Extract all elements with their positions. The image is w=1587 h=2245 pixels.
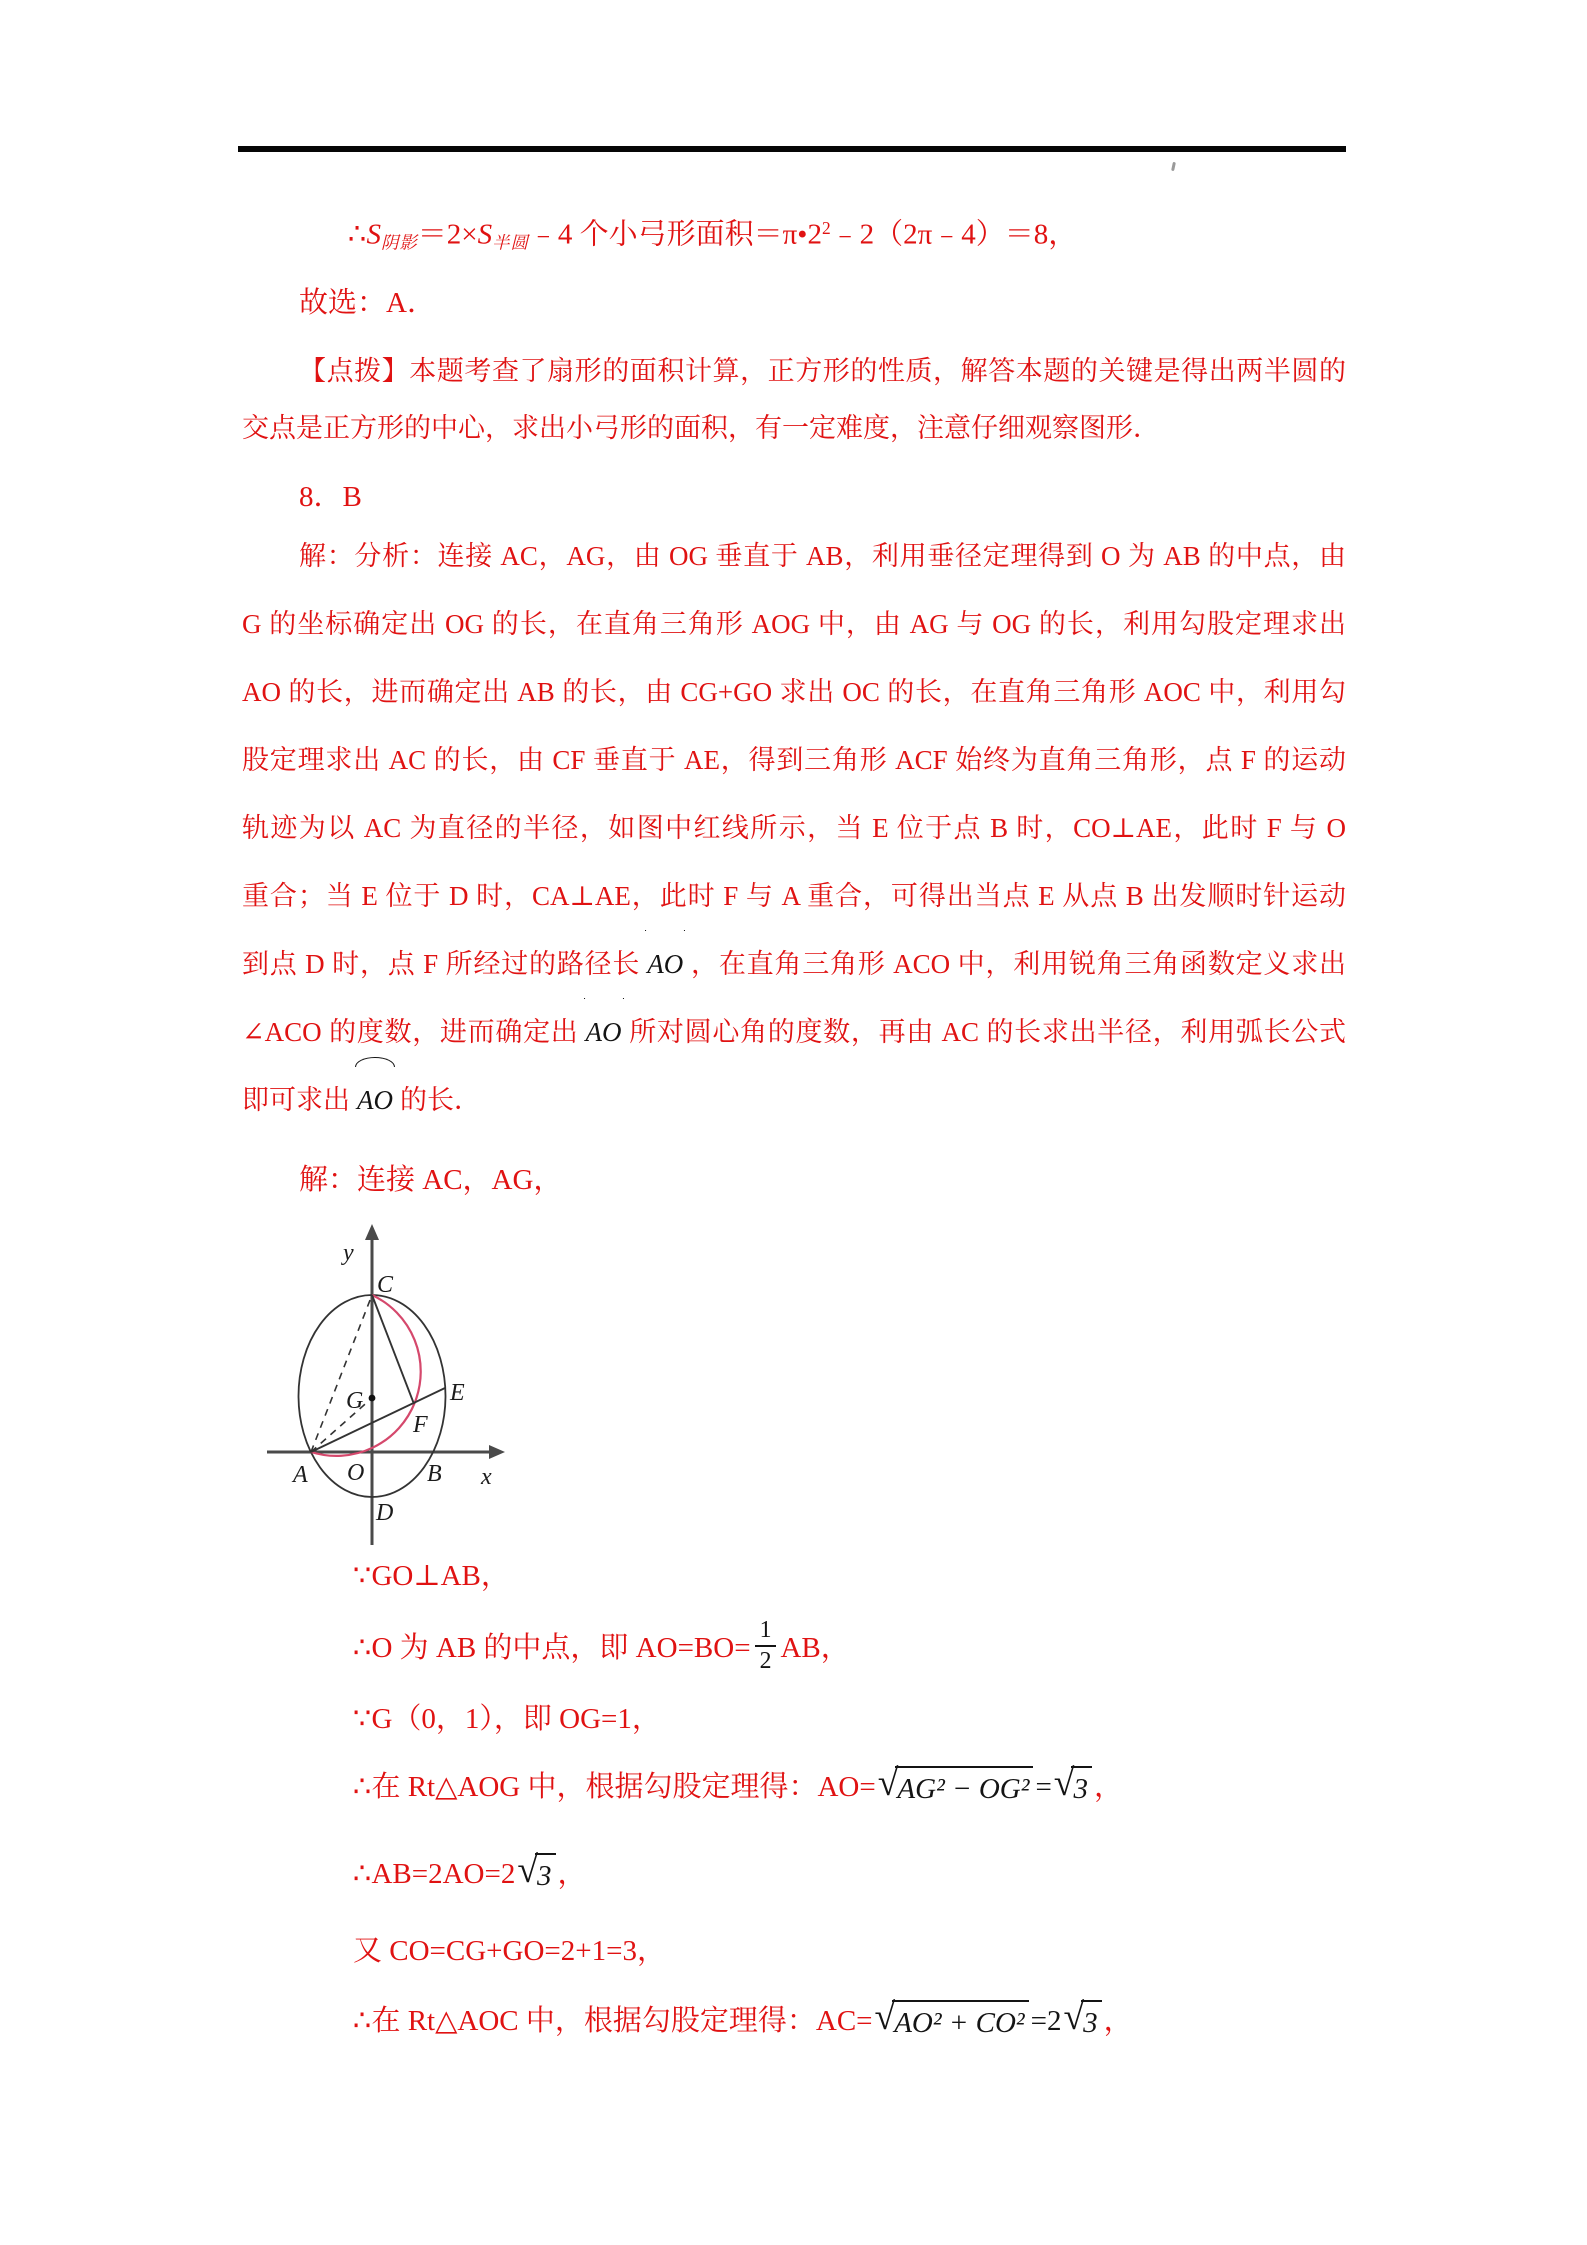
analysis-line-9: 即可求出 AO 的长．: [242, 1066, 1346, 1134]
top-rule: [238, 146, 1346, 152]
formula-shaded-area: ∴S阴影＝2×S半圆﹣4 个小弓形面积$=\pi•2^2﹣2(2\pi﹣4)=8$，: [348, 218, 1078, 253]
label-point-o: O: [347, 1460, 365, 1486]
label-point-b: B: [427, 1461, 442, 1487]
y-axis-arrow-icon: [365, 1224, 379, 1240]
scan-speck: [1171, 162, 1176, 171]
tip-line-2: 交点是正方形的中心，求出小弓形的面积，有一定难度，注意仔细观察图形．: [242, 413, 1160, 443]
analysis-line-7: 到点 D 时，点 F 所经过的路径长 AO ，在直角三角形 ACO 中，利用锐角三角函数定义求出: [242, 930, 1346, 998]
tip-paragraph: [242, 343, 1346, 457]
red-arc: [311, 1295, 421, 1456]
analysis-line-5: 轨迹为以 AC 为直径的半径，如图中红线所示，当 E 位于点 B 时，CO⊥AE，此时 F 与 O: [242, 813, 1346, 843]
proof-line-ab-2ao: ∴AB=2AO=2√3 ，: [353, 1853, 587, 1896]
proof-line-rt-aoc: ∴在 Rt△AOC 中，根据勾股定理得：AC=√AO² + CO² =2√3 ，: [353, 2000, 1133, 2043]
analysis-line-2: G 的坐标确定出 OG 的长，在直角三角形 AOG 中，由 AG 与 OG 的长，利用勾股定理求出: [242, 609, 1346, 639]
analysis-line-3: AO 的长，进而确定出 AB 的长，由 CG+GO 求出 OC 的长，在直角三角形 AOC 中，利用勾: [242, 677, 1346, 707]
proof-line-rt-aog: ∴在 Rt△AOG 中，根据勾股定理得：AO=√AG² − OG² =√3 ，: [353, 1766, 1123, 1809]
geometry-figure: [253, 1212, 509, 1557]
tip-line-1: 【点拨】本题考查了扇形的面积计算，正方形的性质，解答本题的关键是得出两半圆的: [299, 356, 1346, 386]
proof-line-go-perp-ab: ∵GO⊥AB，: [353, 1560, 510, 1592]
solution-connect-line: 解：连接 AC，AG，: [299, 1164, 563, 1196]
line-cf: [372, 1295, 414, 1404]
analysis-line-1: 解：分析：连接 AC，AG，由 OG 垂直于 AB，利用垂径定理得到 O 为 AB 的中点，由: [299, 541, 1346, 571]
analysis-line-8: ∠ACO 的度数，进而确定出 AO 所对圆心角的度数，再由 AC 的长求出半径，利用弧长公式: [242, 998, 1346, 1066]
analysis-line-4: 股定理求出 AC 的长，由 CF 垂直于 AE，得到三角形 ACF 始终为直角三角形，点 F 的运动: [242, 745, 1346, 775]
label-point-g: G: [346, 1388, 364, 1414]
dashed-line-ac: [311, 1295, 372, 1452]
analysis-paragraph: [242, 522, 1346, 1134]
label-y-axis: y: [343, 1240, 354, 1266]
label-point-d: D: [376, 1500, 394, 1526]
proof-line-co-sum: 又 CO=CG+GO=2+1=3，: [353, 1935, 666, 1967]
answer-8-line: 8．B: [299, 481, 362, 513]
analysis-line-6: 重合；当 E 位于 D 时，CA⊥AE，此时 F 与 A 重合，可得出当点 E 从点 B 出发顺时针运动: [242, 881, 1346, 911]
answer-choice-line: 故选：A．: [299, 287, 436, 319]
point-g-dot: [369, 1395, 376, 1402]
label-point-f: F: [413, 1412, 428, 1438]
label-point-c: C: [377, 1272, 394, 1298]
label-x-axis: x: [481, 1464, 492, 1490]
label-point-e: E: [450, 1380, 465, 1406]
proof-line-g-coordinates: ∵G（0，1），即 OG=1，: [353, 1703, 661, 1735]
x-axis-arrow-icon: [489, 1445, 505, 1459]
proof-line-midpoint-fraction: ∴O 为 AB 的中点，即 AO=BO= $\frac{1}{2}$ AB，: [353, 1616, 850, 1674]
label-point-a: A: [293, 1462, 308, 1488]
